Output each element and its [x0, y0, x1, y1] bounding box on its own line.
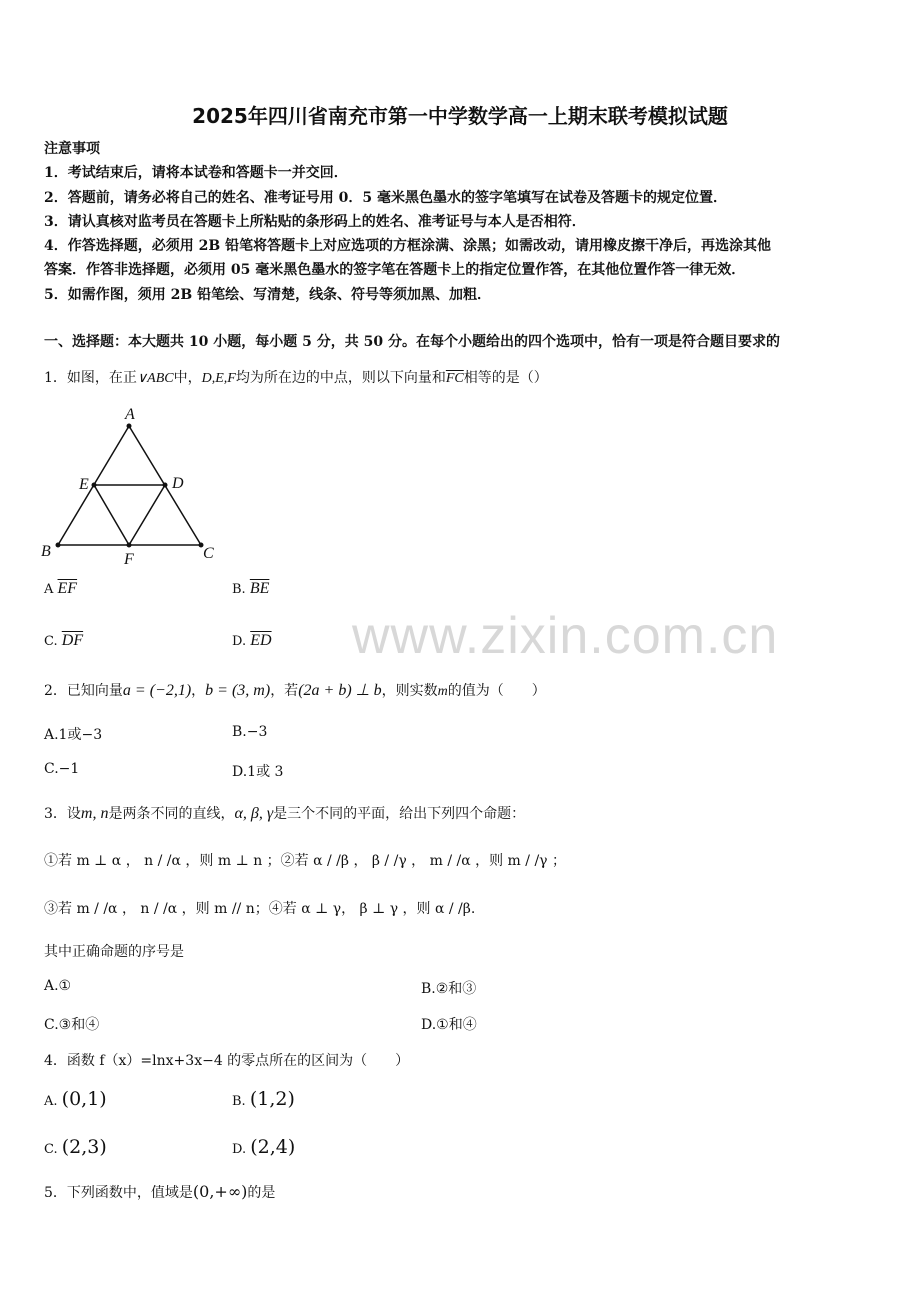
- question-1-stem: 1．如图，在正∨ABC中，D,E,F均为所在边的中点，则以下向量和$\overline{FC}$相等的是（）: [44, 370, 548, 386]
- option-b[interactable]: B.−3: [232, 724, 268, 740]
- option-b[interactable]: B. (1,2): [232, 1088, 295, 1110]
- label-e: E: [79, 476, 89, 493]
- option-b[interactable]: B.②和③: [421, 981, 477, 997]
- option-c[interactable]: C.−1: [44, 761, 80, 777]
- option-a[interactable]: A.1或−3: [44, 727, 103, 743]
- option-d[interactable]: D.1或 3: [232, 764, 284, 780]
- label-d: D: [172, 475, 184, 492]
- option-b[interactable]: B. $\overline{BE}$: [232, 580, 270, 597]
- question-4-stem: 4．函数 f（x）=lnx+3x−4 的零点所在的区间为（ ）: [44, 1053, 410, 1069]
- question-5-stem: 5．下列函数中，值域是(0,+∞)的是: [44, 1182, 276, 1201]
- option-c[interactable]: C. (2,3): [44, 1136, 107, 1158]
- question-3-ask: 其中正确命题的序号是: [44, 944, 184, 960]
- watermark: www.zixin.com.cn: [352, 607, 779, 665]
- notice-heading: 注意事项: [44, 141, 100, 157]
- section-heading: 一、选择题：本大题共 10 小题，每小题 5 分，共 50 分。在每个小题给出的四个选项中，恰有一项是符合题目要求的: [44, 334, 780, 350]
- option-a[interactable]: A.①: [44, 978, 72, 994]
- option-c[interactable]: C.③和④: [44, 1017, 100, 1033]
- option-d[interactable]: D.①和④: [421, 1017, 477, 1033]
- option-c[interactable]: C. $\overline{DF}$: [44, 632, 84, 649]
- notice-item: 3．请认真核对监考员在答题卡上所粘贴的条形码上的姓名、准考证号与本人是否相符．: [44, 214, 586, 230]
- option-d[interactable]: D. $\overline{ED}$: [232, 632, 272, 649]
- label-b: B: [41, 543, 51, 560]
- option-a[interactable]: A. (0,1): [44, 1088, 107, 1110]
- notice-item: 答案．作答非选择题，必须用 05 毫米黑色墨水的签字笔在答题卡上的指定位置作答，在其他位置作答一律无效．: [44, 262, 746, 278]
- question-3-propositions: ③若 m / /α ， n / /α ，则 m // n；④若 α ⊥ γ， β ⊥ γ ，则 α / /β.: [44, 901, 476, 917]
- question-2-stem: 2．已知向量a = (−2,1)，b = (3, m)，若(2a + b) ⊥ b，则实数m的值为（ ）: [44, 682, 546, 699]
- option-d[interactable]: D. (2,4): [232, 1136, 296, 1158]
- option-a[interactable]: A $\overline{EF}$: [44, 580, 78, 597]
- notice-item: 5．如需作图，须用 2B 铅笔绘、写清楚，线条、符号等须加黑、加粗．: [44, 287, 492, 303]
- page-title: 2025年四川省南充市第一中学数学高一上期末联考模拟试题: [192, 104, 728, 128]
- question-3-propositions: ①若 m ⊥ α ， n / /α ，则 m ⊥ n ；②若 α / /β ， β / /γ ， m / /α ，则 m / /γ ；: [44, 853, 566, 869]
- notice-item: 4．作答选择题，必须用 2B 铅笔将答题卡上对应选项的方框涂满、涂黑；如需改动，请用橡皮擦干净后，再选涂其他: [44, 238, 772, 254]
- question-3-stem: 3．设m, n是两条不同的直线，α, β, γ是三个不同的平面，给出下列四个命题：: [44, 805, 526, 822]
- triangle-figure: [36, 400, 226, 572]
- label-c: C: [203, 545, 214, 562]
- notice-item: 2．答题前，请务必将自己的姓名、准考证号用 0．5 毫米黑色墨水的签字笔填写在试卷及答题卡的规定位置．: [44, 190, 727, 206]
- label-a: A: [125, 406, 135, 423]
- notice-item: 1．考试结束后，请将本试卷和答题卡一并交回．: [44, 165, 348, 181]
- label-f: F: [124, 551, 134, 568]
